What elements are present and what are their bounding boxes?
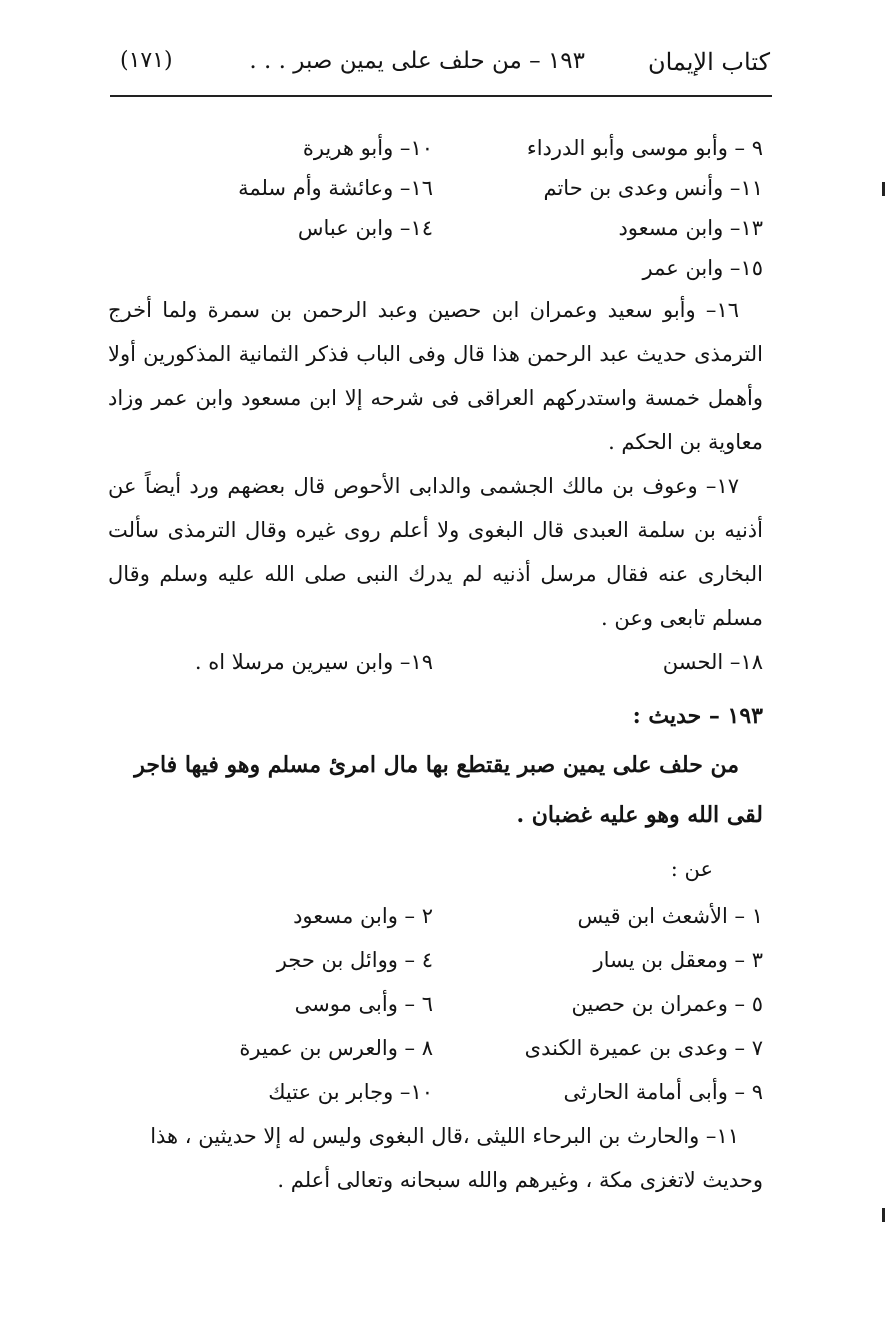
- list-row: [108, 1070, 763, 1114]
- previous-narrator-list: [108, 128, 763, 288]
- hadith-reference: ١٩٣ – من حلف على يمين صبر . . .: [249, 48, 585, 74]
- list-item: ٧ – وعدى بن عميرة الكندى: [524, 1036, 763, 1060]
- list-item: ١٣– وابن مسعود: [618, 216, 763, 240]
- list-item: ١ – الأشعث ابن قيس: [577, 904, 763, 928]
- list-item: [108, 248, 433, 288]
- list-item: ٩ – وأبى أمامة الحارثى: [563, 1080, 763, 1104]
- list-item: ١٠– وجابر بن عتيك: [268, 1080, 433, 1104]
- list-row: [108, 938, 763, 982]
- page-number: (١٧١): [120, 48, 173, 73]
- list-item: ٢ – وابن مسعود: [293, 904, 433, 928]
- list-item: ١٨– الحسن: [662, 650, 763, 674]
- list-item: ١٤– وابن عباس: [297, 216, 433, 240]
- header-rule: [110, 95, 772, 97]
- list-row: [108, 248, 763, 288]
- list-item: ١٦– وعائشة وأم سلمة: [238, 176, 433, 200]
- scan-edge-mark: [882, 1208, 885, 1222]
- scan-edge-mark: [882, 182, 885, 196]
- page-body: [108, 128, 763, 1202]
- list-row: [108, 894, 763, 938]
- paragraph-16: ١٦– وأبو سعيد وعمران ابن حصين وعبد الرحمن بن سمرة ولما أخرج الترمذى حديث عبد الرحمن هذا قال وفى الباب فذكر الثمانية المذكورين أولا وأهمل خمسة واستدركهم العراقى فى شرحه إلا ابن مسعود وابن عمر وزاد معاوية بن الحكم .: [108, 298, 763, 454]
- hadith-heading: ١٩٣ – حديث :: [632, 703, 763, 729]
- list-row: [108, 128, 763, 168]
- list-item: ٩ – وأبو موسى وأبو الدرداء: [526, 136, 763, 160]
- list-item: ١٩– وابن سيرين مرسلا اه .: [194, 650, 433, 674]
- list-row: [108, 208, 763, 248]
- hadith-text: من حلف على يمين صبر يقتطع بها مال امرئ مسلم وهو فيها فاجر لقى الله وهو عليه غضبان .: [134, 752, 763, 828]
- list-item: ١٠– وأبو هريرة: [302, 136, 433, 160]
- running-header: [110, 44, 770, 88]
- list-item: ٣ – ومعقل بن يسار: [593, 948, 763, 972]
- list-item: ١٥– وابن عمر: [642, 256, 763, 280]
- list-row: [108, 1026, 763, 1070]
- list-item: ٤ – ووائل بن حجر: [276, 948, 433, 972]
- list-item: ١١– وأنس وعدى بن حاتم: [543, 176, 763, 200]
- list-item: ٥ – وعمران بن حصين: [571, 992, 763, 1016]
- narrator-list: [108, 894, 763, 1114]
- list-item: ٦ – وأبى موسى: [294, 992, 433, 1016]
- list-row: [108, 168, 763, 208]
- list-row-18-19: [108, 640, 763, 684]
- list-row: [108, 982, 763, 1026]
- final-paragraph: ١١– والحارث بن البرحاء الليثى ،قال البغوى وليس له إلا حديثين ، هذا وحديث لاتغزى مكة ، وغيرهم والله سبحانه وتعالى أعلم .: [150, 1124, 763, 1192]
- book-title: كتاب الإيمان: [647, 48, 770, 76]
- paragraph-17: ١٧– وعوف بن مالك الجشمى والدابى الأحوص قال بعضهم ورد أيضاً عن أذنيه بن سلمة العبدى قال البغوى ولا أعلم روى غيره وقال الترمذى سألت البخارى عنه فقال مرسل أذنيه لم يدرك النبى صلى الله عليه وسلم وقال مسلم تابعى وعن .: [108, 474, 763, 630]
- from-label: عن :: [670, 857, 713, 881]
- list-item: ٨ – والعرس بن عميرة: [239, 1036, 433, 1060]
